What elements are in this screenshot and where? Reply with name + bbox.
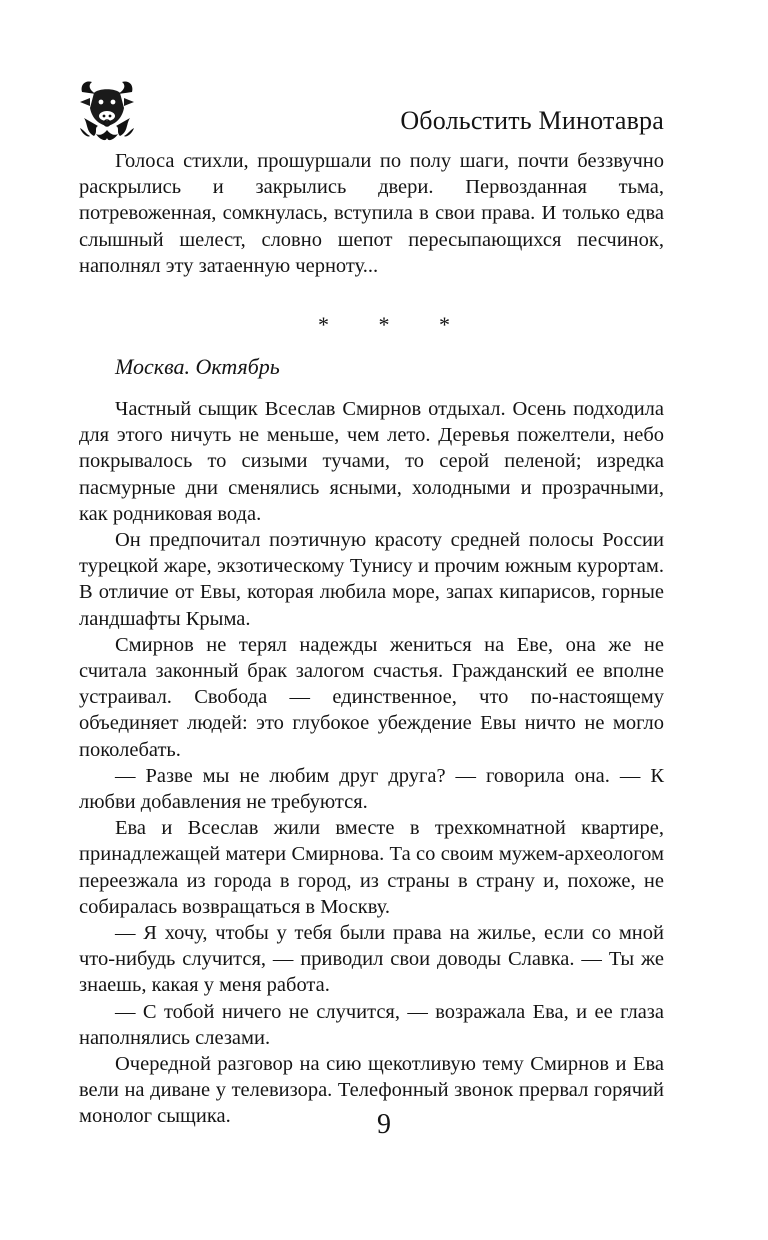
dialogue-paragraph: — Разве мы не любим друг друга? — говорила она. — К любви добавления не требуются. — [79, 764, 664, 814]
paragraph: Он предпочитал поэтичную красоту средней полосы России турецкой жаре, экзотическому Тунису и прочим южным курортам. В отличие от Евы, которая любила море, запах кипарисов, горные ландшафты Крыма. — [79, 529, 664, 630]
dialogue-paragraph: — Я хочу, чтобы у тебя были права на жилье, если со мной что-нибудь случится, — приводил свои доводы Славка. — Ты же знаешь, какая у меня работа. — [79, 922, 664, 997]
opening-text — [79, 148, 664, 279]
paragraph: Смирнов не терял надежды жениться на Еве, она же не считала законный брак залогом счастья. Гражданский ее вполне устраивал. Свобода — единственное, что по-настоящему объединяет людей: это глубокое убеждение Евы ничто не могло поколебать. — [79, 633, 664, 761]
body-text — [79, 396, 664, 1130]
paragraph: Ева и Всеслав жили вместе в трехкомнатной квартире, принадлежащей матери Смирнова. Та со своим мужем-археологом переезжала из города в город, из страны в страну и, похоже, не собиралась возвращаться в Москву. — [79, 817, 664, 918]
dialogue-paragraph: — С тобой ничего не случится, — возражала Ева, и ее глаза наполнялись слезами. — [79, 1000, 664, 1049]
section-separator: * * * — [318, 312, 472, 337]
section-heading: Москва. Октябрь — [115, 354, 280, 379]
page-number: 9 — [377, 1109, 391, 1140]
minotaur-head-icon — [76, 78, 138, 144]
paragraph: Голоса стихли, прошуршали по полу шаги, почти беззвучно раскрылись и закрылись двери. Первозданная тьма, потревоженная, сомкнулась, вступила в свои права. И только едва слышный шелест, словно шепот пересыпающихся песчинок, наполнял эту затаенную черноту... — [79, 150, 664, 277]
paragraph: Очередной разговор на сию щекотливую тему Смирнов и Ева вели на диване у телевизора. Телефонный звонок прервал горячий монолог сыщика. — [79, 1053, 664, 1128]
paragraph: Частный сыщик Всеслав Смирнов отдыхал. Осень подходила для этого ничуть не меньше, чем лето. Деревья пожелтели, небо покрывалось то сизыми тучами, то серой пеленой; изредка пасмурные дни сменялись ясными, холодными и прозрачными, как родниковая вода. — [79, 398, 664, 525]
running-head: Обольстить Минотавра — [400, 106, 664, 135]
